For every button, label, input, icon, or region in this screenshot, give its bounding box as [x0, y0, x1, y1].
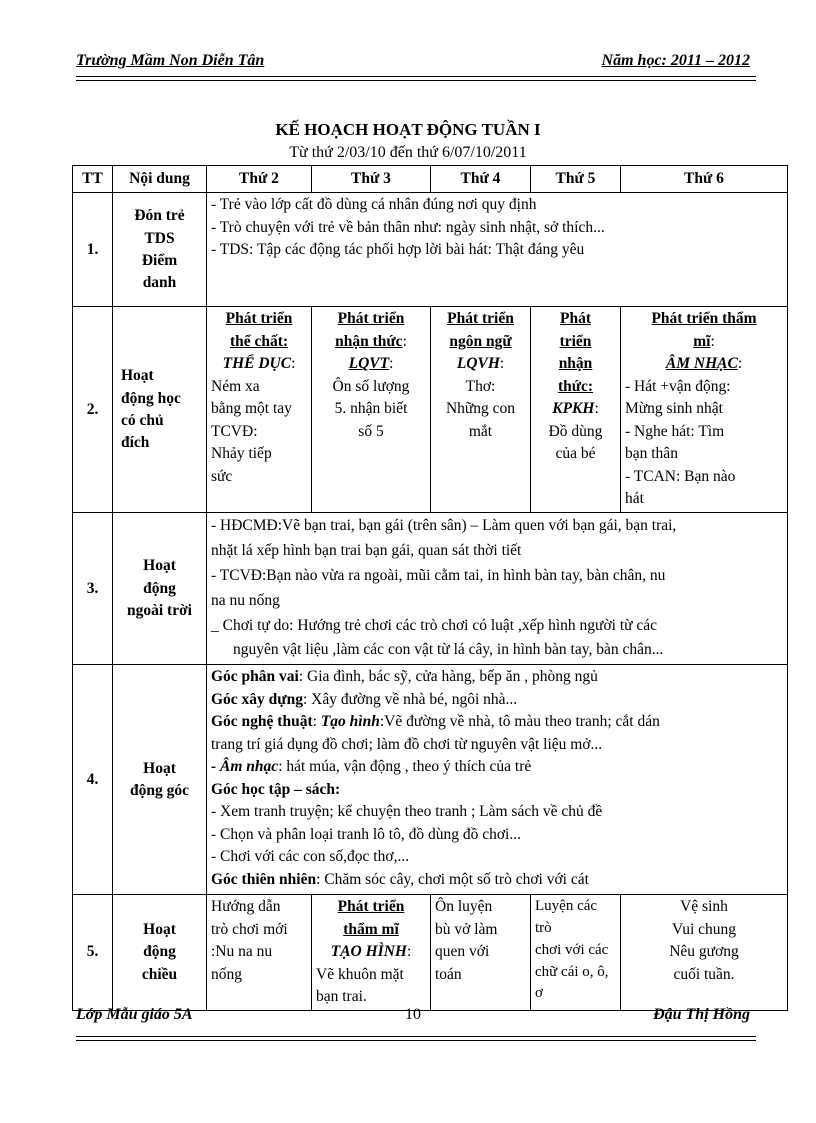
- text-line: cuối tuần.: [673, 965, 735, 983]
- lesson-field: triển: [559, 332, 592, 350]
- row-label-line: Hoạt: [143, 920, 176, 938]
- row-label: [113, 307, 207, 513]
- wed-afternoon: [431, 895, 531, 1010]
- text-line: Luyện các trò: [535, 898, 598, 937]
- text-line: của bé: [555, 445, 596, 463]
- text-line: trang trí giá dụng đồ chơi; làm đồ chơi từ nguyên vật liệu mở...: [211, 735, 603, 753]
- thu-afternoon: [531, 895, 621, 1010]
- fri-lesson: Phát triển thẩm mĩ: ÂM NHẠC: - Hát +vận động: Mừng sinh nhật - Nghe hát: Tìm bạn thân - TCAN: Bạn nào hát: [621, 307, 788, 513]
- text-line: Vẽ khuôn mặt: [316, 965, 404, 983]
- fri-afternoon: [621, 895, 788, 1010]
- corner-label: Góc nghệ thuật: [211, 713, 313, 731]
- text-line: - TCVĐ:Bạn nào vừa ra ngoài, mũi cằm tai, in hình bàn tay, bàn chân, nu: [211, 567, 666, 585]
- text-line: - Chọn và phân loại tranh lô tô, đồ dùng đồ chơi...: [211, 825, 521, 843]
- lesson-field: thẩm mĩ: [343, 920, 399, 938]
- tue-lesson: Phát triển nhận thức: LQVT: Ôn số lượng 5. nhận biết số 5: [312, 307, 431, 513]
- text-line: Vệ sinh: [680, 898, 728, 916]
- text-line: nhặt lá xếp hình bạn trai bạn gái, quan sát thời tiết: [211, 542, 522, 560]
- text-line: - Nghe hát: Tìm: [625, 422, 725, 440]
- mon-afternoon: [207, 895, 312, 1010]
- text-line: mắt: [468, 422, 493, 440]
- table-row: [73, 895, 788, 1010]
- text-line: Nhảy tiếp: [211, 445, 272, 463]
- text-line: _ Chơi tự do: Hướng trẻ chơi các trò chơi có luật ,xếp hình người từ các: [211, 616, 658, 634]
- text-line: - TDS: Tập các động tác phối hợp lời bài hát: Thật đáng yêu: [211, 241, 585, 259]
- page-number: 10: [405, 1006, 421, 1023]
- row-label-line: đích: [121, 434, 150, 452]
- lesson-field: nhận thức: [335, 332, 403, 350]
- col-header-tue: Thứ 3: [312, 166, 431, 193]
- table-header-row: [73, 166, 788, 193]
- lesson-subject: THỂ DỤC: [222, 355, 292, 373]
- text-line: Ném xa: [211, 377, 260, 395]
- table-row: [73, 307, 788, 513]
- text-line: toán: [435, 965, 462, 983]
- text-line: Ôn số lượng: [332, 377, 410, 395]
- text-line: bằng một tay: [211, 400, 292, 418]
- table-row: [73, 193, 788, 307]
- text-line: :Vẽ đường về nhà, tô màu theo tranh; cắt dán: [379, 713, 660, 731]
- table-row: [73, 513, 788, 665]
- mon-lesson: Phát triển thể chất: THỂ DỤC: Ném xa bằng một tay TCVĐ: Nhảy tiếp sức: [207, 307, 312, 513]
- lesson-field: Phát triển: [337, 310, 405, 328]
- lesson-field: Phát triển thẩm: [651, 310, 757, 328]
- row-label-line: Đón trẻ: [134, 207, 185, 225]
- corner-label: Góc học tập – sách:: [211, 780, 341, 798]
- text-line: : hát múa, vận động , theo ý thích của trẻ: [278, 758, 532, 776]
- table-row: [73, 665, 788, 895]
- row-label-line: ngoài trời: [127, 602, 192, 620]
- col-header-thu: Thứ 5: [531, 166, 621, 193]
- lesson-field: ngôn ngữ: [449, 332, 512, 350]
- page-header: [76, 52, 750, 74]
- outdoor-activities: [207, 513, 788, 665]
- page-footer: [76, 1006, 750, 1028]
- text-line: sức: [211, 467, 233, 485]
- row-label: [113, 193, 207, 307]
- corner-label: - Âm nhạc: [211, 758, 279, 776]
- row-label-line: danh: [142, 274, 177, 292]
- row-label: [113, 665, 207, 895]
- text-line: - Trò chuyện với trẻ về bản thân như: ngày sinh nhật, sở thích...: [211, 218, 605, 236]
- row-label-line: động học: [121, 389, 181, 407]
- col-header-tt: TT: [73, 166, 113, 193]
- row-label-line: động: [143, 579, 176, 597]
- class-name: Lớp Mẫu giáo 5A: [76, 1006, 193, 1023]
- row-number: 4.: [73, 665, 113, 895]
- text-line: : Gia đình, bác sỹ, cửa hàng, bếp ăn , phòng ngủ: [298, 668, 598, 686]
- text-line: số 5: [358, 422, 384, 440]
- col-header-wed: Thứ 4: [431, 166, 531, 193]
- text-line: - Chơi với các con số,đọc thơ,...: [211, 848, 410, 866]
- lesson-field: Phát triển: [337, 898, 405, 916]
- teacher-name: Đậu Thị Hồng: [653, 1006, 750, 1023]
- text-line: Ôn luyện: [435, 898, 493, 916]
- text-line: Nêu gương: [669, 943, 739, 961]
- text-line: 5. nhận biết: [334, 400, 408, 418]
- corner-label: Góc phân vai: [211, 668, 299, 686]
- text-line: - Xem tranh truyện; kể chuyện theo tranh ; Làm sách về chủ đề: [211, 803, 603, 821]
- row-number: 5.: [73, 895, 113, 1010]
- reception-activities: [207, 193, 788, 307]
- row-label-line: chiều: [141, 965, 178, 983]
- thu-lesson: Phát triển nhận thức: KPKH: Đồ dùng của bé: [531, 307, 621, 513]
- lesson-field: nhận: [558, 355, 593, 373]
- row-label-line: Hoạt: [143, 759, 176, 777]
- page-title: KẾ HOẠCH HOẠT ĐỘNG TUẦN I: [275, 120, 541, 139]
- lesson-field: thể chất:: [229, 332, 289, 350]
- row-number: 2.: [73, 307, 113, 513]
- text-line: TCVĐ:: [211, 422, 258, 440]
- page-subtitle: Từ thứ 2/03/10 đến thứ 6/07/10/2011: [289, 144, 527, 161]
- row-label-line: động: [143, 943, 176, 961]
- footer-rule: [76, 1036, 756, 1037]
- text-line: na nu nống: [211, 591, 280, 609]
- row-label-line: Hoạt: [143, 557, 176, 575]
- text-line: chơi với các: [535, 941, 609, 958]
- text-line: - Hát +vận động:: [625, 377, 731, 395]
- row-number: 1.: [73, 193, 113, 307]
- text-line: quen với: [435, 943, 490, 961]
- text-line: - HĐCMĐ:Vẽ bạn trai, bạn gái (trên sân) – Làm quen với bạn gái, bạn trai,: [211, 517, 677, 535]
- footer-rule-2: [76, 1040, 756, 1041]
- text-line: Vui chung: [671, 920, 737, 938]
- col-header-fri: Thứ 6: [621, 166, 788, 193]
- text-line: chữ cái o, ô, ơ: [535, 963, 609, 1002]
- text-line: nống: [211, 965, 242, 983]
- text-line: nguyên vật liệu ,làm các con vật từ lá cây, in hình bàn tay, bàn chân...: [233, 641, 664, 659]
- weekly-plan-table: [72, 165, 788, 1011]
- corner-label: Góc xây dựng: [211, 690, 303, 708]
- lesson-subject: TẠO HÌNH: [330, 943, 407, 961]
- text-line: trò chơi mới: [211, 920, 288, 938]
- col-header-mon: Thứ 2: [207, 166, 312, 193]
- lesson-subject: LQVH: [456, 355, 500, 373]
- header-rule: [76, 76, 756, 77]
- text-line: : Xây đường về nhà bé, ngôi nhà...: [302, 690, 518, 708]
- text-line: - TCAN: Bạn nào: [625, 467, 736, 485]
- text-line: : Chăm sóc cây, chơi một số trò chơi với cát: [316, 870, 589, 888]
- tue-afternoon: Phát triển thẩm mĩ TẠO HÌNH: Vẽ khuôn mặt bạn trai.: [312, 895, 431, 1010]
- row-label-line: động góc: [130, 781, 189, 799]
- lesson-field: Phát triển: [447, 310, 514, 328]
- text-line: - Trẻ vào lớp cất đồ dùng cá nhân đúng nơi quy định: [211, 196, 537, 214]
- lesson-field: thức:: [557, 377, 594, 395]
- school-name: Trường Mầm Non Diễn Tân: [76, 52, 265, 69]
- text-line: Đồ dùng: [548, 422, 603, 440]
- row-label-line: Điểm: [141, 251, 178, 269]
- lesson-subject: LQVT: [348, 355, 390, 373]
- text-line: :Nu na nu: [211, 943, 273, 961]
- corner-label: Góc thiên nhiên: [211, 870, 317, 888]
- lesson-field: Phát triển: [225, 310, 293, 328]
- row-label: [113, 513, 207, 665]
- lesson-field: mĩ: [693, 332, 711, 350]
- row-label-line: TDS: [144, 229, 175, 247]
- header-rule-2: [76, 80, 756, 81]
- text-line: bù vở làm: [435, 920, 498, 938]
- row-label: [113, 895, 207, 1010]
- text-line: :: [312, 713, 321, 731]
- lesson-field: Phát: [560, 310, 591, 328]
- corner-activities: [207, 665, 788, 895]
- lesson-subject: ÂM NHẠC: [665, 355, 738, 373]
- col-header-content: Nội dung: [113, 166, 207, 193]
- text-line: Những con: [445, 400, 516, 418]
- wed-lesson: Phát triển ngôn ngữ LQVH: Thơ: Những con mắt: [431, 307, 531, 513]
- text-line: bạn trai.: [316, 988, 367, 1006]
- row-number: 3.: [73, 513, 113, 665]
- text-line: Hướng dẫn: [211, 898, 281, 916]
- row-label-line: Hoạt: [121, 367, 154, 385]
- school-year: Năm học: 2011 – 2012: [601, 52, 750, 69]
- text-line: Thơ:: [465, 377, 496, 395]
- text-line: hát: [625, 490, 644, 508]
- lesson-subject: KPKH: [552, 400, 595, 418]
- text-line: Mừng sinh nhật: [625, 400, 723, 418]
- text-line: bạn thân: [625, 445, 678, 463]
- corner-label: Tạo hình: [320, 713, 380, 731]
- row-label-line: có chủ: [121, 411, 164, 429]
